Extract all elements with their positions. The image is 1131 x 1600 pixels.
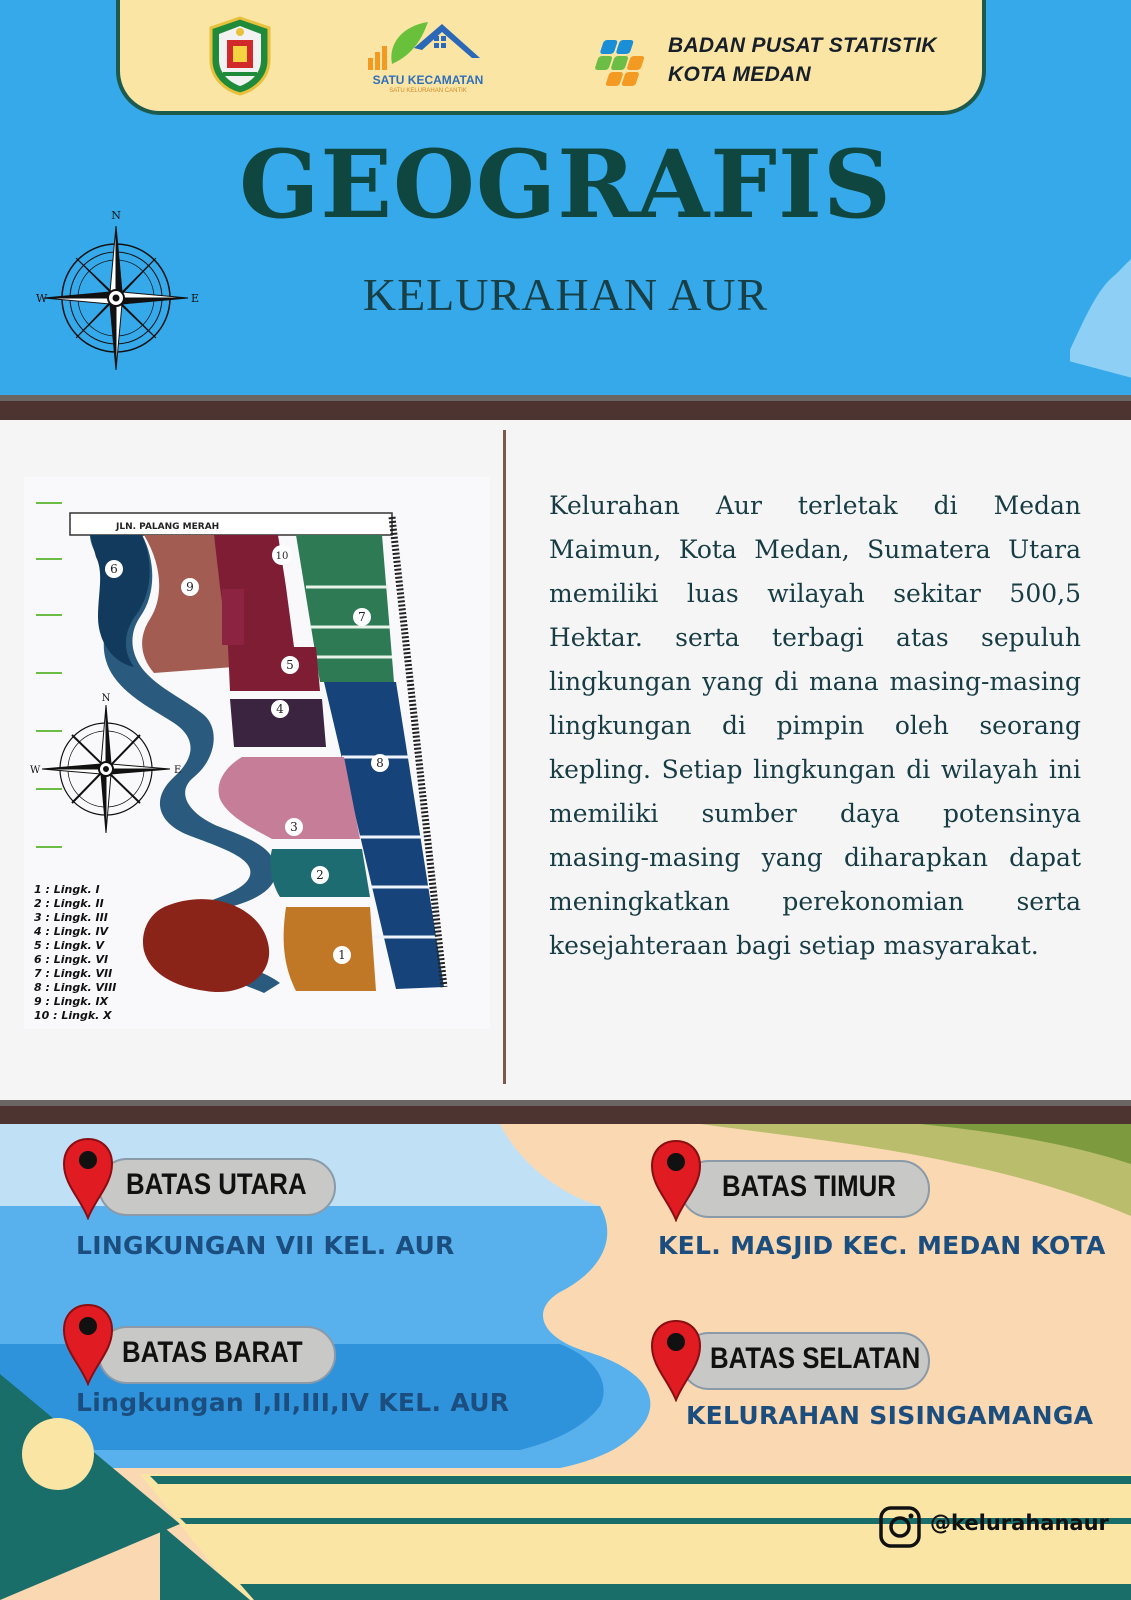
legend-item: 6 : Lingk. VI bbox=[34, 953, 109, 966]
zone-number-8: 8 bbox=[376, 756, 384, 770]
bps-name-line2: KOTA MEDAN bbox=[668, 63, 811, 86]
border-east-label: BATAS TIMUR bbox=[722, 1170, 896, 1203]
zone-number-2: 2 bbox=[316, 868, 324, 882]
zone-number-9: 9 bbox=[186, 580, 194, 594]
map-compass-label-e: E bbox=[174, 765, 182, 776]
map-pin-icon bbox=[60, 1302, 116, 1386]
header bbox=[0, 0, 1131, 395]
bps-logo-icon bbox=[586, 34, 662, 94]
legend-item: 1 : Lingk. I bbox=[34, 883, 100, 896]
page-subtitle: KELURAHAN AUR bbox=[362, 269, 769, 320]
instagram-icon[interactable] bbox=[878, 1505, 922, 1549]
border-north-value: LINGKUNGAN VII KEL. AUR bbox=[76, 1231, 455, 1260]
kecamatan-logo-text: SATU KECAMATAN bbox=[372, 73, 484, 87]
compass-label-n: N bbox=[111, 209, 121, 222]
compass-rose-icon bbox=[28, 208, 208, 380]
zone-number-10: 10 bbox=[275, 551, 289, 562]
border-east-value: KEL. MASJID KEC. MEDAN KOTA bbox=[658, 1231, 1106, 1260]
description-text: Kelurahan Aur terletak di Medan Maimun, Kota Medan, Sumatera Utara memiliki luas wilayah sekitar 500,5 Hektar. serta terbagi atas sepuluh lingkungan yang di mana masing-masing lingkungan di pimpin oleh seorang kepling. Setiap lingkungan di wilayah ini memiliki sumber daya potensinya masing-masing yang diharapkan dapat meningkatkan perekonomian serta kesejahteraan bagi setiap masyarakat. bbox=[549, 491, 1081, 960]
zone-number-1: 1 bbox=[338, 948, 346, 962]
border-west-value: Lingkungan I,II,III,IV KEL. AUR bbox=[76, 1388, 510, 1417]
zone-number-3: 3 bbox=[290, 820, 298, 834]
kecamatan-logo-subtext: SATU KELURAHAN CANTIK bbox=[389, 88, 467, 94]
map-street-label: JLN. PALANG MERAH bbox=[116, 522, 220, 532]
vertical-divider bbox=[503, 430, 506, 1084]
medan-city-emblem-icon bbox=[205, 16, 275, 96]
page-title: GEOGRAFIS bbox=[239, 130, 892, 240]
map-pin-icon bbox=[648, 1138, 704, 1222]
map-compass-icon bbox=[42, 705, 170, 833]
compass-label-w: W bbox=[36, 292, 48, 305]
legend-item: 4 : Lingk. IV bbox=[34, 925, 109, 938]
legend-item: 2 : Lingk. II bbox=[34, 897, 104, 910]
legend-item: 3 : Lingk. III bbox=[34, 911, 108, 924]
zone-number-4: 4 bbox=[276, 702, 284, 716]
bps-name-line1: BADAN PUSAT STATISTIK bbox=[668, 34, 937, 57]
legend-item: 7 : Lingk. VII bbox=[34, 967, 113, 980]
legend-item: 10 : Lingk. X bbox=[34, 1009, 112, 1022]
border-west-label: BATAS BARAT bbox=[122, 1336, 303, 1369]
legend-item: 9 : Lingk. IX bbox=[34, 995, 109, 1008]
border-south-value: KELURAHAN SISINGAMANGA bbox=[686, 1401, 1094, 1430]
zone-number-5: 5 bbox=[286, 658, 294, 672]
zone-number-7: 7 bbox=[358, 610, 366, 624]
legend-item: 8 : Lingk. VIII bbox=[34, 981, 117, 994]
border-north-label: BATAS UTARA bbox=[126, 1168, 307, 1201]
divider-band-top bbox=[0, 395, 1131, 420]
map-compass-label-w: W bbox=[30, 765, 41, 776]
legend-item: 5 : Lingk. V bbox=[34, 939, 105, 952]
divider-band-bottom bbox=[0, 1100, 1131, 1124]
map-legend bbox=[34, 883, 116, 1023]
instagram-handle[interactable]: @kelurahanaur bbox=[930, 1511, 1109, 1535]
map-pin-icon bbox=[60, 1136, 116, 1220]
content-panel bbox=[0, 420, 1131, 1100]
zone-number-6: 6 bbox=[110, 562, 118, 576]
map-pin-icon bbox=[648, 1318, 704, 1402]
map-compass-label-n: N bbox=[101, 693, 111, 704]
compass-label-e: E bbox=[191, 292, 200, 305]
border-south-label: BATAS SELATAN bbox=[710, 1342, 921, 1375]
